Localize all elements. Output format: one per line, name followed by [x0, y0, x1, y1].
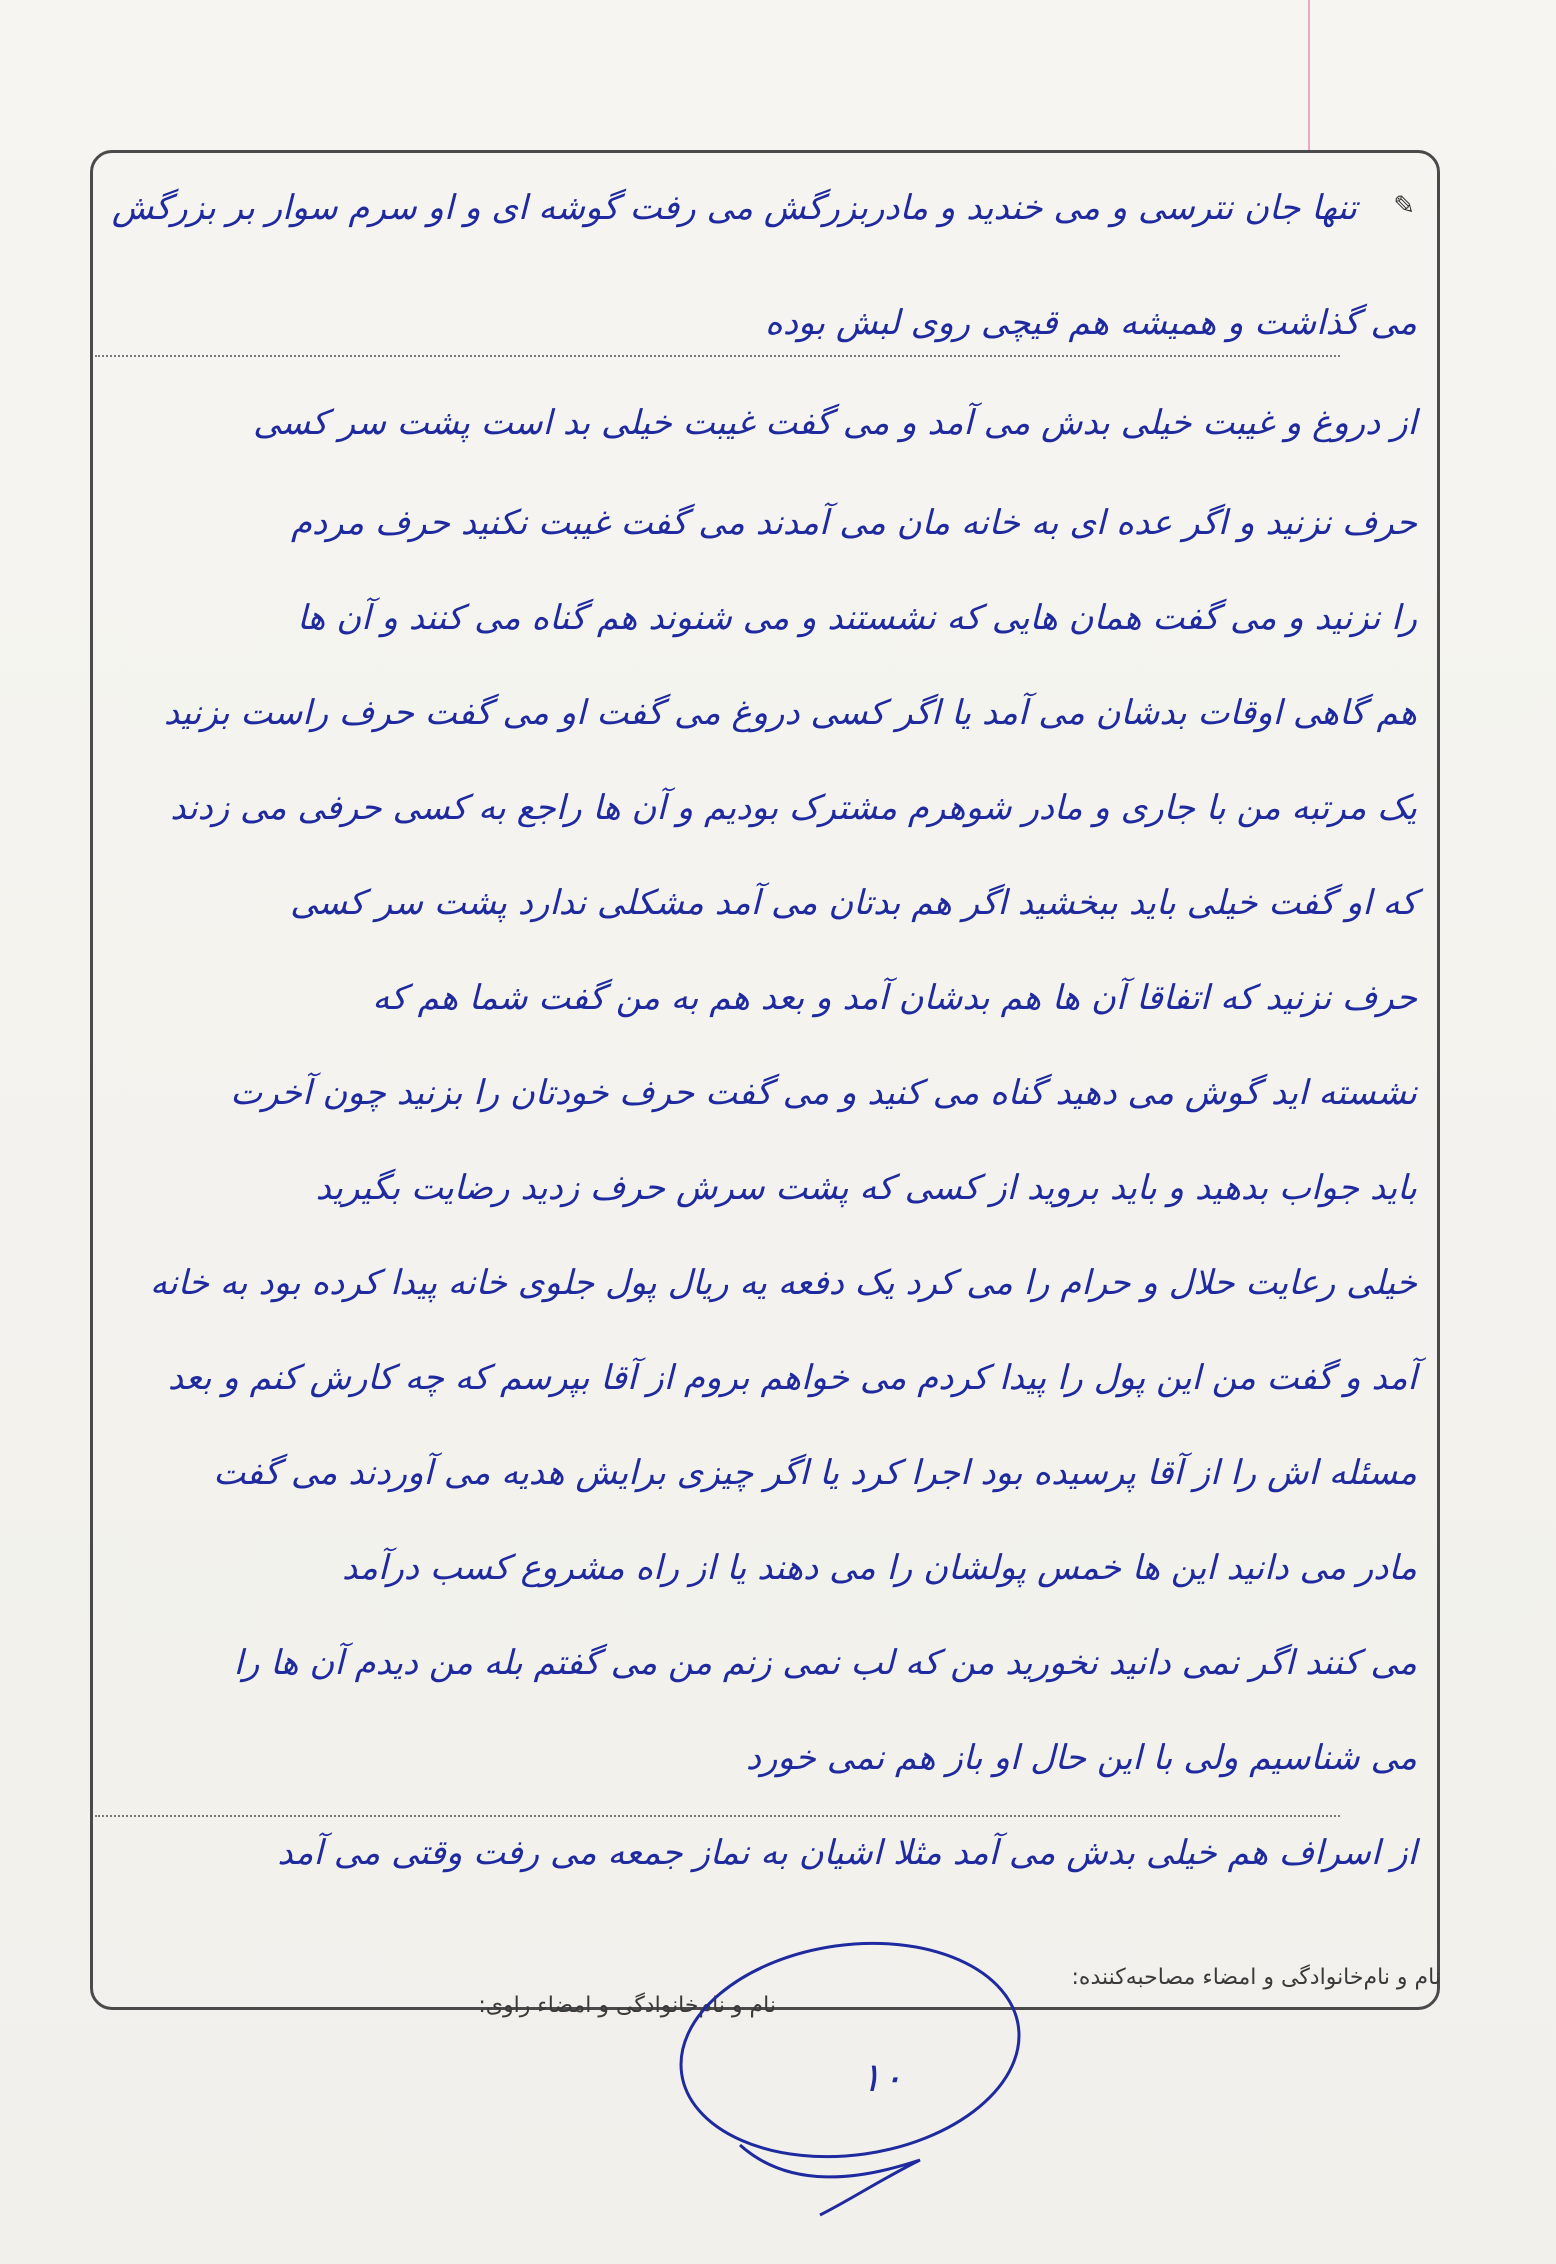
text-line-8: که او گفت خیلی باید ببخشید اگر هم بدتان می آمد مشکلی ندارد پشت سر کسی [290, 883, 1417, 923]
ruled-line [95, 355, 1340, 357]
text-line-4: حرف نزنید و اگر عده ای به خانه مان می آمدند می گفت غیبت نکنید حرف مردم [290, 503, 1417, 543]
ruled-line [95, 1815, 1340, 1817]
text-line-13: آمد و گفت من این پول را پیدا کردم می خواهم بروم از آقا بپرسم که چه کارش کنم و بعد [167, 1358, 1417, 1398]
text-line-17: می شناسیم ولی با این حال او باز هم نمی خورد [745, 1738, 1417, 1778]
text-line-6: هم گاهی اوقات بدشان می آمد یا اگر کسی دروغ می گفت او می گفت حرف راست بزنید [163, 693, 1417, 733]
narrator-signature-label: نام و نام‌خانوادگی و امضاء راوی: [478, 1993, 776, 2018]
page-number: ۱۰ [860, 2055, 903, 2101]
text-line-15: مادر می دانید این ها خمس پولشان را می دهند یا از راه مشروع کسب درآمد [341, 1548, 1417, 1588]
pencil-icon: ✎ [1393, 191, 1415, 221]
page-frame [90, 150, 1440, 2010]
text-line-11: باید جواب بدهید و باید بروید از کسی که پشت سرش حرف زدید رضایت بگیرید [315, 1168, 1417, 1208]
signature-drawing [620, 1930, 1040, 2230]
interviewer-signature-label: نام و نام‌خانوادگی و امضاء مصاحبه‌کننده: [1071, 1965, 1441, 1990]
text-line-5: را نزنید و می گفت همان هایی که نشستند و می شنوند هم گناه می کنند و آن ها [297, 598, 1417, 638]
text-line-18: از اسراف هم خیلی بدش می آمد مثلا اشیان به نماز جمعه می رفت وقتی می آمد [277, 1833, 1417, 1873]
text-line-14: مسئله اش را از آقا پرسیده بود اجرا کرد یا اگر چیزی برایش هدیه می آوردند می گفت [213, 1453, 1417, 1493]
text-line-1: تنها جان نترسی و می خندید و مادربزرگش می رفت گوشه ای و او سرم سوار بر بزرگش [111, 188, 1357, 228]
text-line-7: یک مرتبه من با جاری و مادر شوهرم مشترک بودیم و آن ها راجع به کسی حرفی می زدند [170, 788, 1417, 828]
text-line-16: می کنند اگر نمی دانید نخورید من که لب نمی زنم من می گفتم بله من دیدم آن ها را [233, 1643, 1417, 1683]
text-line-2: می گذاشت و همیشه هم قیچی روی لبش بوده [765, 303, 1417, 343]
text-line-10: نشسته اید گوش می دهید گناه می کنید و می گفت حرف خودتان را بزنید چون آخرت [230, 1073, 1417, 1113]
text-line-3: از دروغ و غیبت خیلی بدش می آمد و می گفت غیبت خیلی بد است پشت سر کسی [253, 403, 1417, 443]
text-line-12: خیلی رعایت حلال و حرام را می کرد یک دفعه یه ریال پول جلوی خانه پیدا کرده بود به خانه [150, 1263, 1417, 1303]
text-line-9: حرف نزنید که اتفاقا آن ها هم بدشان آمد و بعد هم به من گفت شما هم که [372, 978, 1417, 1018]
margin-line [1308, 0, 1310, 150]
